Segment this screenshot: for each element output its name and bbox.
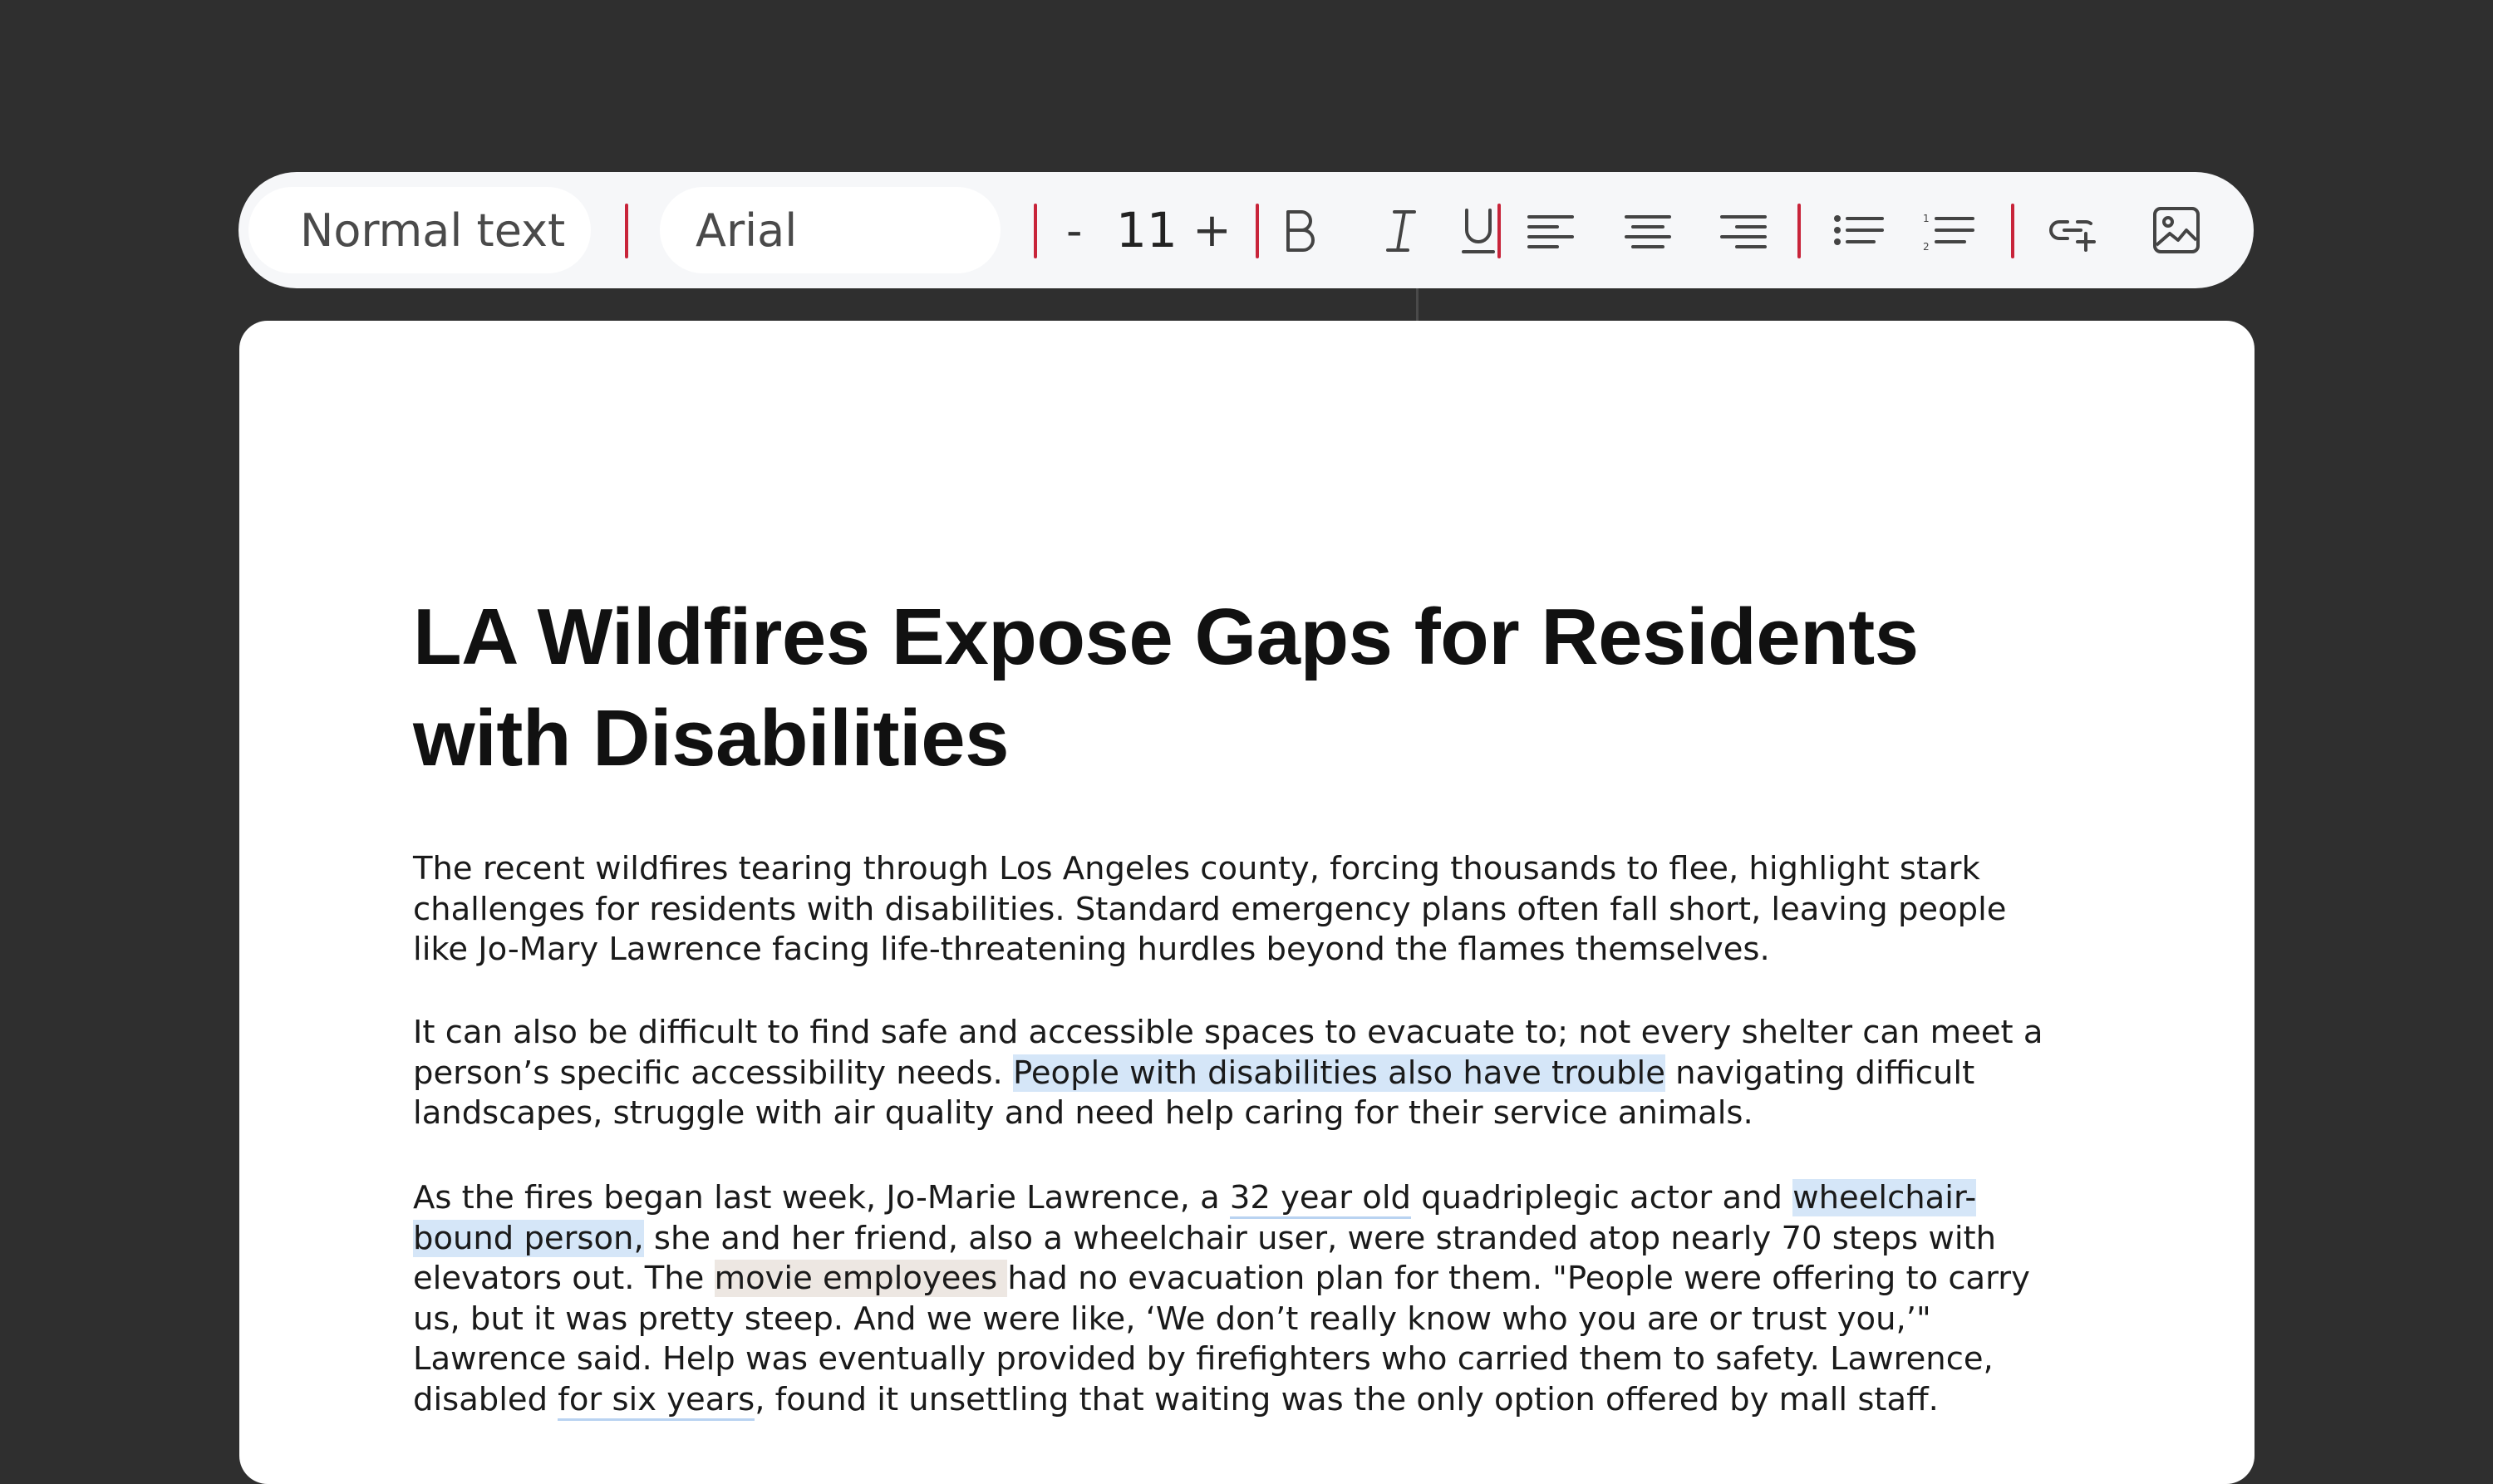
align-left-icon[interactable] — [1524, 204, 1577, 257]
text-run: It can also be difficult to find safe and accessible spaces to evacuate to; not every shelter can meet a person’s specific accessibility needs. — [413, 1014, 2043, 1092]
toolbar-separator — [1797, 204, 1801, 258]
paragraph-1: The recent wildfires tearing through Los Angeles county, forcing thousands to flee, highlight stark challenges for residents with disabilities. Standard emergency plans often fall short, leaving people like Jo-Mary Lawrence facing life-threatening hurdles beyond the flames themselves. — [413, 850, 2007, 968]
bulleted-list-icon[interactable] — [1831, 204, 1884, 257]
toolbar-separator — [1256, 204, 1259, 258]
insert-link-icon[interactable] — [2046, 204, 2099, 257]
insert-image-icon[interactable] — [2150, 204, 2203, 257]
suggestion-underline[interactable]: 32 year old — [1230, 1179, 1411, 1219]
document-page[interactable] — [239, 321, 2255, 1484]
toolbar-connector — [1416, 288, 1419, 322]
text-run: As the fires began last week, Jo-Marie Lawrence, a — [413, 1179, 1230, 1216]
align-center-icon[interactable] — [1621, 204, 1674, 257]
toolbar-separator — [2011, 204, 2014, 258]
suggestion-underline[interactable]: for six years — [558, 1381, 755, 1421]
font-size-value[interactable]: 11 — [1116, 202, 1178, 258]
svg-text:2: 2 — [1923, 241, 1930, 253]
text-run: navigating difficult landscapes, struggle with air quality and need help caring for their service animals. — [413, 1054, 1975, 1132]
text-run: she and her friend, also a wheelchair user, were stranded atop nearly 70 steps with elevators out. The — [413, 1219, 1997, 1297]
decrease-font-size-button[interactable]: - — [1066, 204, 1083, 257]
font-family-value: Arial — [696, 204, 798, 257]
paragraph-style-value: Normal text — [300, 204, 566, 257]
suggestion-highlight[interactable]: wheelchair-bound person, — [413, 1179, 1977, 1257]
italic-icon[interactable] — [1374, 204, 1428, 257]
text-run: had no evacuation plan for them. "People were offering to carry us, but it was pretty steep. And we were like, ‘We don’t really know who you are or trust you,’" Lawrence said. Help was eventually provided by firefighters who carried them to safety. Lawrence, disabled — [413, 1260, 2030, 1418]
numbered-list-icon[interactable] — [1921, 204, 1974, 257]
paragraph-style-dropdown[interactable] — [248, 187, 591, 273]
formatting-toolbar — [238, 172, 2254, 288]
font-family-dropdown[interactable] — [660, 187, 1001, 273]
svg-text:1: 1 — [1923, 213, 1930, 224]
paragraph-3 — [413, 1178, 2058, 1420]
toolbar-separator — [1034, 204, 1037, 258]
toolbar-separator — [1497, 204, 1501, 258]
document-title: LA Wildfires Expose Gaps for Residents with Disabilities — [413, 592, 1919, 783]
text-run: quadriplegic actor and — [1410, 1179, 1793, 1216]
bold-icon[interactable] — [1273, 204, 1326, 257]
paragraph-2 — [413, 1013, 2058, 1134]
suggestion-highlight-tan[interactable]: movie employees — [714, 1260, 1008, 1297]
align-right-icon[interactable] — [1717, 204, 1770, 257]
text-run: , found it unsettling that waiting was the only option offered by mall staff. — [755, 1380, 1939, 1418]
increase-font-size-button[interactable]: + — [1192, 203, 1232, 258]
suggestion-highlight[interactable]: People with disabilities also have trouble — [1013, 1054, 1665, 1092]
toolbar-separator — [625, 204, 628, 258]
